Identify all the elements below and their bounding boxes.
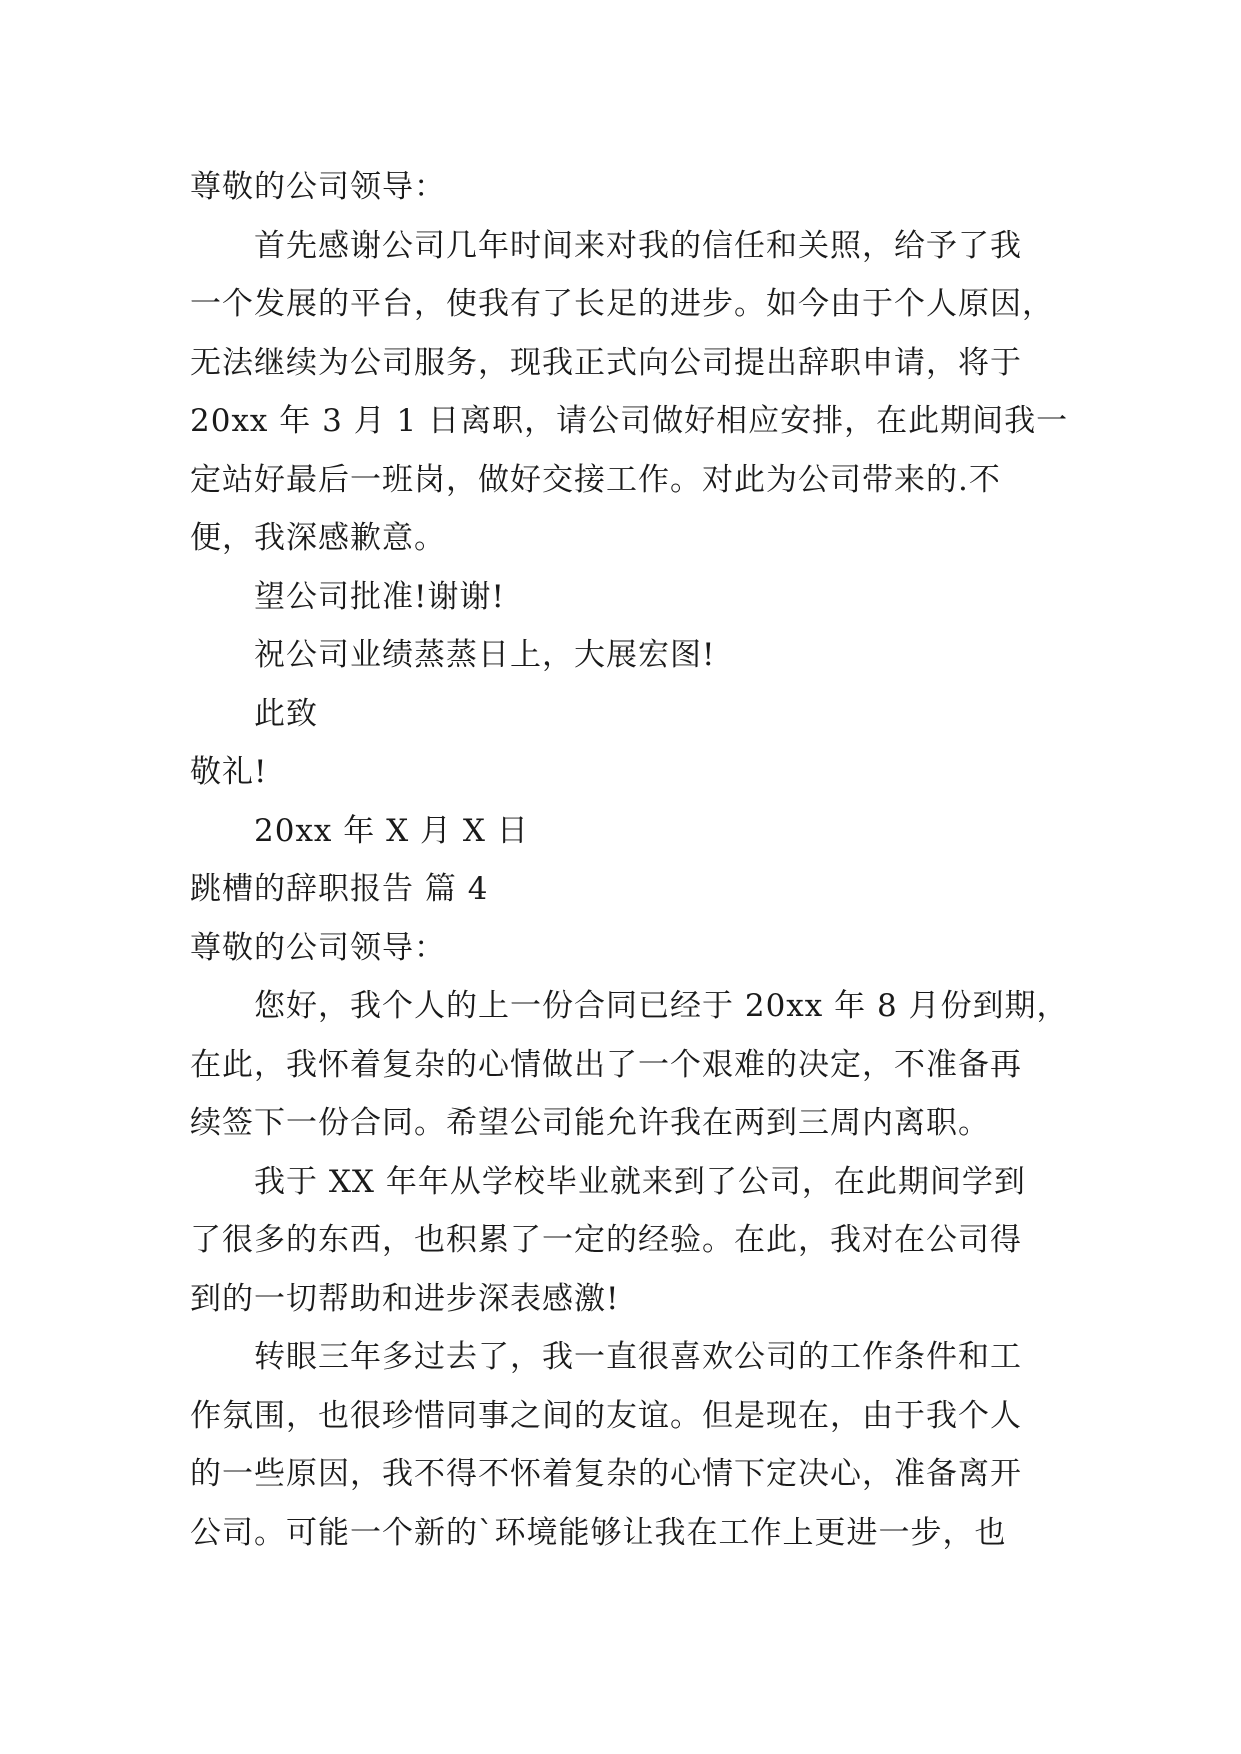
paragraph-line: 便，我深感歉意。 [190,520,446,556]
date-line: 20xx 年 X 月 X 日 [254,812,529,849]
paragraph-line: 了很多的东西，也积累了一定的经验。在此，我对在公司得 [190,1222,1022,1258]
closing-line: 敬礼! [190,754,268,790]
paragraph-line: 一个发展的平台，使我有了长足的进步。如今由于个人原因， [190,286,1054,322]
paragraph-line: 到的一切帮助和进步深表感激! [190,1280,620,1317]
paragraph-line: 首先感谢公司几年时间来对我的信任和关照，给予了我 [254,227,1022,264]
paragraph-line: 望公司批准!谢谢! [254,578,505,615]
paragraph-line: 无法继续为公司服务，现我正式向公司提出辞职申请，将于 [190,344,1022,381]
paragraph-line: 的一些原因，我不得不怀着复杂的心情下定决心，准备离开 [190,1456,1022,1492]
paragraph-line: 作氛围，也很珍惜同事之间的友谊。但是现在，由于我个人 [190,1397,1022,1434]
paragraph-line: 公司。可能一个新的`环境能够让我在工作上更进一步，也 [190,1514,1007,1551]
paragraph-line: 您好，我个人的上一份合同已经于 20xx 年 8 月份到期， [254,988,1069,1024]
document-page [190,158,1069,1562]
paragraph-line: 续签下一份合同。希望公司能允许我在两到三周内离职。 [190,1105,990,1141]
paragraph-line: 定站好最后一班岗，做好交接工作。对此为公司带来的.不 [190,461,1001,498]
paragraph-line: 祝公司业绩蒸蒸日上，大展宏图! [254,637,716,673]
salutation: 尊敬的公司领导： [190,169,446,205]
closing-line: 此致 [254,695,318,732]
paragraph-line: 20xx 年 3 月 1 日离职，请公司做好相应安排，在此期间我一 [190,403,1069,439]
paragraph-line: 我于 XX 年年从学校毕业就来到了公司，在此期间学到 [254,1163,1026,1200]
salutation: 尊敬的公司领导： [190,929,446,966]
paragraph-line: 在此，我怀着复杂的心情做出了一个艰难的决定，不准备再 [190,1046,1022,1083]
paragraph-line: 转眼三年多过去了，我一直很喜欢公司的工作条件和工 [254,1339,1022,1375]
section-heading: 跳槽的辞职报告 篇 4 [190,871,489,907]
